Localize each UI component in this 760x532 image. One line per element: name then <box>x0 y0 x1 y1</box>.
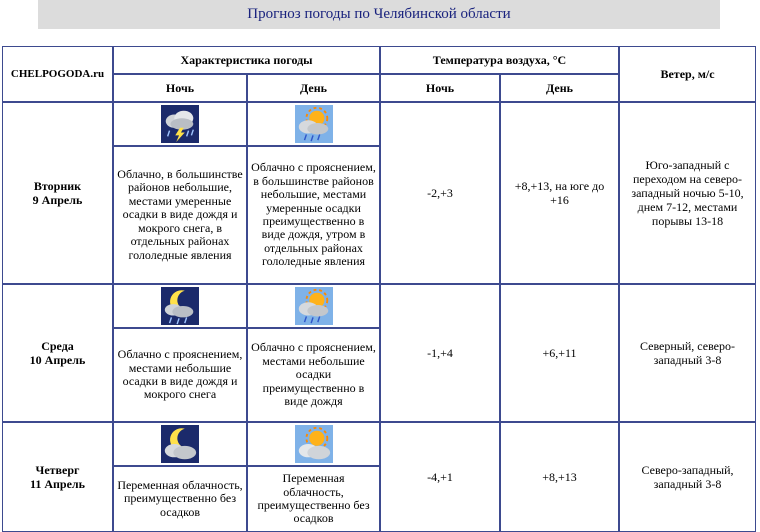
day-label <box>2 284 113 422</box>
moon-cloud-rain-icon <box>161 287 199 325</box>
temp-day: +6,+11 <box>500 284 619 422</box>
date: 9 Апрель <box>32 193 83 207</box>
night-description: Переменная облачность, преимущественно без осадков <box>113 466 247 532</box>
header-weather: Характеристика погоды <box>113 46 380 74</box>
header-temp-day: День <box>500 74 619 102</box>
weekday: Четверг <box>35 463 80 477</box>
header-wind: Ветер, м/с <box>619 46 756 102</box>
night-icon-cell <box>113 422 247 466</box>
day-label <box>2 102 113 284</box>
temp-day: +8,+13 <box>500 422 619 532</box>
site-label: CHELPOGODA.ru <box>2 46 113 102</box>
date: 10 Апрель <box>29 353 86 367</box>
header-temperature: Температура воздуха, °С <box>380 46 619 74</box>
cloud-rain-lightning-icon <box>161 105 199 143</box>
wind: Юго-западный с переходом на северо-западный ночью 5-10, днем 7-12, местами порывы 13-18 <box>619 102 756 284</box>
page-title-bar <box>38 0 720 29</box>
night-description: Облачно, в большинстве районов небольшие, местами умеренные осадки в виде дождя и мокрого снега, в отдельных районах гололедные явления <box>113 146 247 284</box>
sun-cloud-icon <box>295 425 333 463</box>
night-description: Облачно с прояснением, местами небольшие осадки в виде дождя и мокрого снега <box>113 328 247 422</box>
wind: Северо-западный, западный 3-8 <box>619 422 756 532</box>
header-temp-night: Ночь <box>380 74 500 102</box>
forecast-table <box>2 46 756 532</box>
day-description: Облачно с прояснением, местами небольшие осадки преимущественно в виде дождя <box>247 328 380 422</box>
day-icon-cell <box>247 102 380 146</box>
wind: Северный, северо-западный 3-8 <box>619 284 756 422</box>
day-label <box>2 422 113 532</box>
day-icon-cell <box>247 422 380 466</box>
partly-sunny-rain-icon <box>295 105 333 143</box>
day-description: Переменная облачность, преимущественно без осадков <box>247 466 380 532</box>
night-icon-cell <box>113 102 247 146</box>
temp-night: -4,+1 <box>380 422 500 532</box>
header-weather-night: Ночь <box>113 74 247 102</box>
page-title: Прогноз погоды по Челябинской области <box>247 6 511 22</box>
header-weather-day: День <box>247 74 380 102</box>
weekday: Вторник <box>33 179 82 193</box>
temp-day: +8,+13, на юге до +16 <box>500 102 619 284</box>
day-icon-cell <box>247 284 380 328</box>
partly-sunny-rain-icon <box>295 287 333 325</box>
night-icon-cell <box>113 284 247 328</box>
temp-night: -1,+4 <box>380 284 500 422</box>
day-description: Облачно с прояснением, в большинстве районов небольшие, местами умеренные осадки преимущественно в виде дождя, утром в отдельных районах гололедные явления <box>247 146 380 284</box>
weekday: Среда <box>41 339 74 353</box>
date: 11 Апрель <box>30 477 85 491</box>
moon-cloud-icon <box>161 425 199 463</box>
temp-night: -2,+3 <box>380 102 500 284</box>
